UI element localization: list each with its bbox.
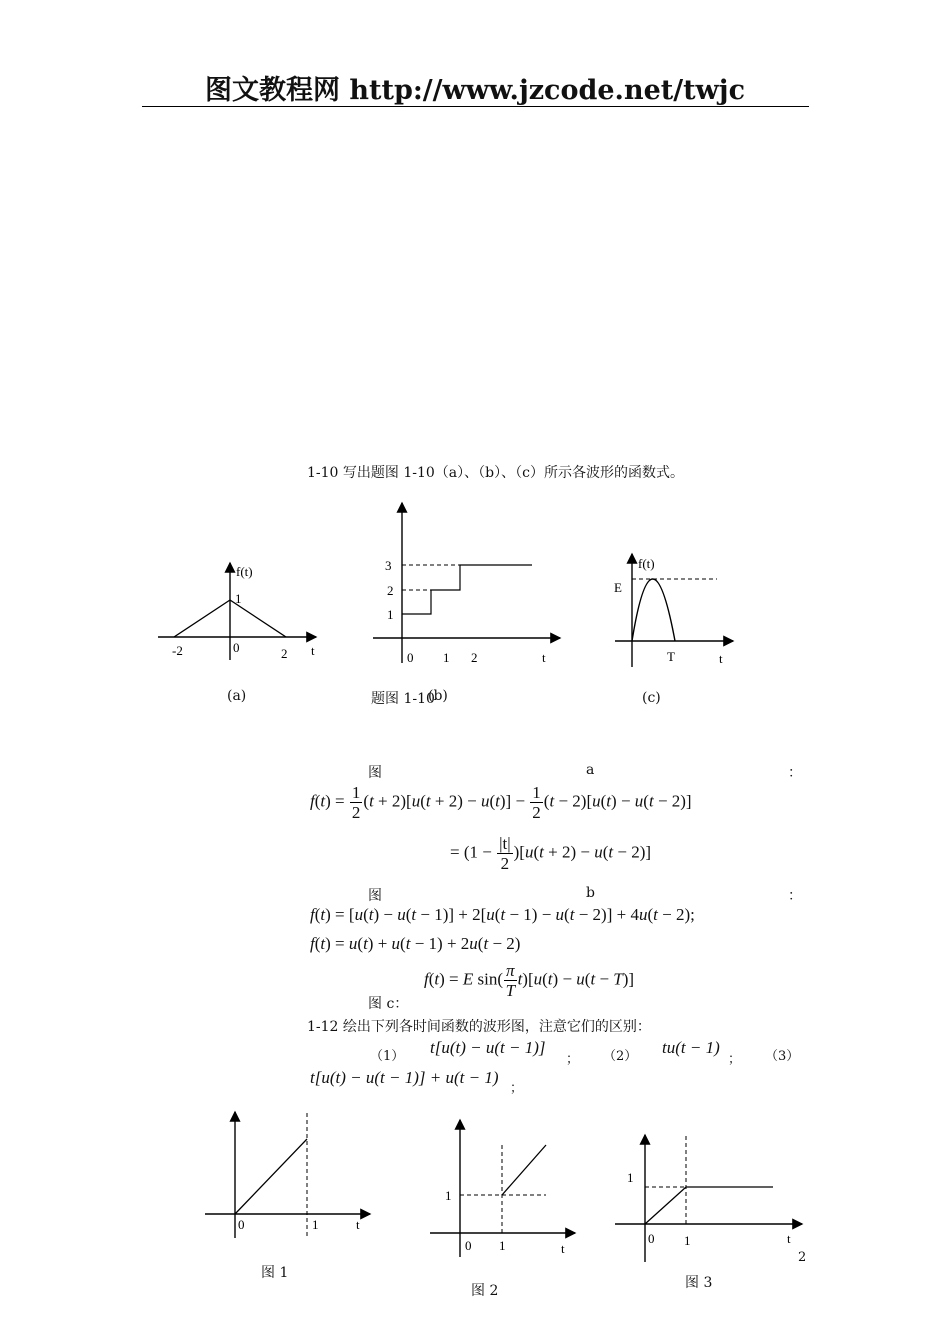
solution-b-label-colon: ：: [788, 888, 802, 904]
solution-b-label: 图: [368, 888, 382, 904]
graph-3-ramp-step: [645, 1187, 773, 1224]
graph-3-y1: 1: [627, 1170, 634, 1185]
fig-a-caption: (a): [227, 688, 247, 704]
graph-1-x1: 1: [312, 1217, 319, 1232]
equation-a-line1: f(t) = $\frac{1}{2}$ (t + 2)[u(t + 2) − u(t)] − $\frac{1}{2}$ (t − 2)[u(t) − u(t − 2)]: [310, 783, 692, 822]
fig-a-peak-label: 1: [235, 591, 242, 606]
equation-c: f(t) = E sin( $\frac{\pi}{T}$ t)[u(t) − u(t − T)]: [424, 961, 635, 1000]
graph-3-caption: 图 3: [685, 1275, 713, 1291]
item-2-label: （2）: [603, 1049, 638, 1064]
fig-b-y1: 1: [387, 607, 394, 622]
graph-2-y1: 1: [445, 1188, 452, 1203]
sep-1: ；: [566, 1052, 580, 1067]
fig-b-xlabel: t: [542, 650, 546, 665]
sep-2: ；: [728, 1052, 742, 1067]
sep-3: ；: [510, 1081, 524, 1096]
fig-b-caption: (b): [428, 688, 448, 704]
graph-2-xlabel: t: [561, 1241, 565, 1256]
solution-b-label-letter: b: [586, 885, 595, 901]
fig-b-y3: 3: [385, 558, 392, 573]
fig-b-x1: 1: [443, 650, 450, 665]
fig-a-tick-pos: 2: [281, 646, 288, 661]
fig-b-x0: 0: [407, 650, 414, 665]
graph-3-x1: 1: [684, 1233, 691, 1248]
fig-b-y2: 2: [387, 583, 394, 598]
fig-a-tick-neg: -2: [172, 643, 183, 658]
fig-c-ylabel: f(t): [638, 556, 655, 571]
equation-b-line2: f(t) = u(t) + u(t − 1) + 2u(t − 2): [310, 934, 521, 953]
fig-c-T: T: [667, 649, 675, 664]
graph-1: [200, 1108, 375, 1243]
graph-1-xlabel: t: [356, 1217, 360, 1232]
expr-3: t[u(t) − u(t − 1)] + u(t − 1): [310, 1068, 499, 1087]
graph-2-ramp: [502, 1145, 546, 1195]
figure-1-10-caption: 题图 1-10: [371, 691, 435, 707]
graph-3-x0: 0: [648, 1231, 655, 1246]
graph-2-caption: 图 2: [471, 1283, 499, 1299]
expr-2: tu(t − 1): [662, 1038, 720, 1057]
graph-2-x1: 1: [499, 1238, 506, 1253]
graph-1-x0: 0: [238, 1217, 245, 1232]
fig-b-x2: 2: [471, 650, 478, 665]
header-rule: [142, 106, 809, 107]
fig-a-xlabel: t: [311, 643, 315, 658]
solution-a-label-colon: ：: [788, 765, 802, 781]
problem-1-10-statement: 1-10 写出题图 1-10（a）、（b）、（c）所示各波形的函数式。: [307, 465, 684, 481]
equation-b-line1: f(t) = [u(t) − u(t − 1)] + 2[u(t − 1) − u(t − 2)] + 4u(t − 2);: [310, 905, 695, 924]
graph-1-caption: 图 1: [261, 1265, 289, 1281]
fig-c-xlabel: t: [719, 651, 723, 666]
fig-b-staircase: [402, 565, 532, 614]
item-3-label: （3）: [765, 1049, 800, 1064]
page-number: 2: [798, 1250, 807, 1265]
equation-a-line2: = (1 − $\frac{|t|}{2}$ )[u(t + 2) − u(t − 2)]: [450, 834, 652, 873]
graph-3: [610, 1130, 810, 1265]
problem-1-12-statement: 1-12 绘出下列各时间函数的波形图，注意它们的区别：: [307, 1019, 651, 1035]
expr-1: t[u(t) − u(t − 1)]: [430, 1038, 546, 1057]
fig-c-sine-arch: [632, 579, 675, 641]
graph-2: [425, 1115, 585, 1260]
fig-a-ylabel: f(t): [236, 564, 253, 579]
solution-a-label: 图: [368, 765, 382, 781]
figure-b: [365, 498, 570, 670]
fig-c-caption: (c): [642, 690, 661, 706]
fig-a-tick-zero: 0: [233, 640, 240, 655]
graph-3-xlabel: t: [787, 1231, 791, 1246]
graph-2-x0: 0: [465, 1238, 472, 1253]
item-1-label: （1）: [370, 1049, 405, 1064]
fig-c-E: E: [614, 580, 622, 595]
figure-c: [605, 550, 740, 672]
figure-a: [150, 555, 330, 665]
graph-1-ramp: [235, 1139, 307, 1214]
solution-c-label: 图 c：: [368, 996, 409, 1012]
page-header: 图文教程网 http://www.jzcode.net/twjc: [204, 75, 746, 106]
solution-a-label-letter: a: [586, 762, 595, 778]
